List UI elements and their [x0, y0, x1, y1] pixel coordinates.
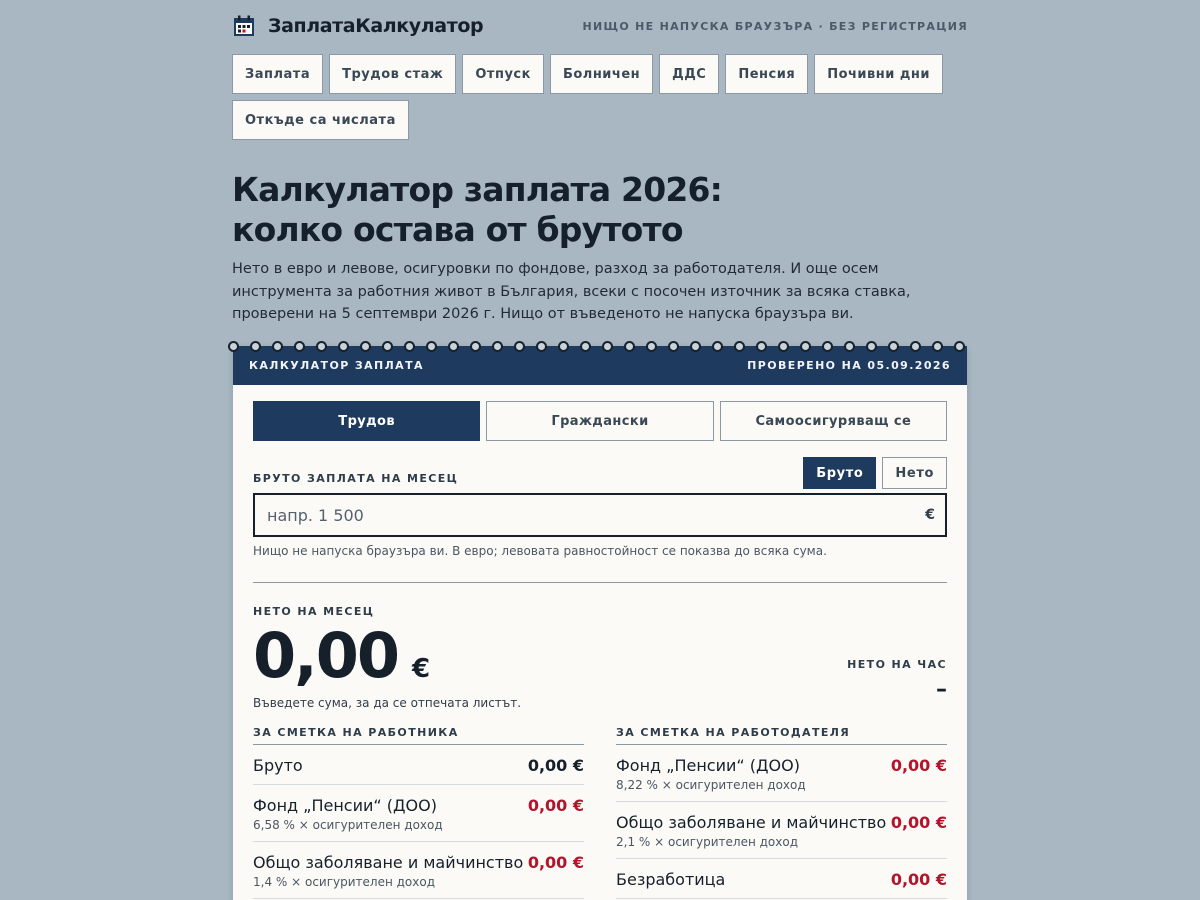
card-title: КАЛКУЛАТОР ЗАПЛАТА	[249, 359, 424, 372]
table-row	[616, 802, 947, 859]
employee-breakdown	[253, 726, 584, 899]
row-value: 0,00 €	[890, 813, 947, 832]
contract-type-selector	[253, 401, 947, 441]
binder-ring	[888, 341, 899, 352]
contract-employment-button[interactable]: Трудов	[253, 401, 480, 441]
net-hourly	[847, 658, 947, 702]
binder-ring	[690, 341, 701, 352]
binder-ring	[646, 341, 657, 352]
gross-salary-field[interactable]	[253, 493, 947, 537]
nav-salary[interactable]: Заплата	[232, 54, 323, 94]
binder-ring	[932, 341, 943, 352]
employer-breakdown-title: ЗА СМЕТКА НА РАБОТОДАТЕЛЯ	[616, 726, 947, 745]
binder-ring	[866, 341, 877, 352]
gross-net-toggle	[803, 457, 947, 489]
table-row	[253, 785, 584, 842]
row-name: Фонд „Пенсии“ (ДОО)	[253, 796, 437, 815]
page-subtitle: Нето в евро и левове, осигуровки по фондове, разход за работодателя. И още осем инструмента за работния живот в България, всеки с посочен източник за всяка ставка, проверени на 5 септември 2026 г. Нищо от въведеното не напуска браузъра ви.	[232, 261, 911, 322]
net-monthly-value: 0,00	[253, 619, 398, 692]
table-row	[616, 859, 947, 899]
gross-salary-label: БРУТО ЗАПЛАТА НА МЕСЕЦ	[253, 472, 459, 485]
row-name: Фонд „Пенсии“ (ДОО)	[616, 756, 800, 775]
nav-seniority[interactable]: Трудов стаж	[329, 54, 456, 94]
binder-ring	[316, 341, 327, 352]
divider	[253, 582, 947, 583]
tagline: НИЩО НЕ НАПУСКА БРАУЗЪРА · БЕЗ РЕГИСТРАЦИЯ	[582, 19, 968, 33]
top-bar	[232, 0, 968, 54]
binder-ring	[734, 341, 745, 352]
row-note: 2,1 % × осигурителен доход	[616, 835, 799, 849]
binder-ring	[426, 341, 437, 352]
binder-ring	[382, 341, 393, 352]
net-hourly-label: НЕТО НА ЧАС	[847, 658, 947, 671]
net-hint: Въведете сума, за да се отпечата листът.	[253, 696, 522, 710]
binder-ring	[536, 341, 547, 352]
mode-net-button[interactable]: Нето	[882, 457, 947, 489]
gross-salary-input[interactable]	[267, 506, 867, 525]
row-name: Общо заболяване и майчинство	[616, 813, 887, 832]
binder-ring	[492, 341, 503, 352]
binder-ring	[360, 341, 371, 352]
row-value: 0,00 €	[527, 853, 584, 872]
binder-ring	[470, 341, 481, 352]
row-value: 0,00 €	[890, 756, 947, 775]
binder-ring	[558, 341, 569, 352]
salary-calculator-card	[232, 340, 968, 900]
verified-date: ПРОВЕРЕНО НА 05.09.2026	[747, 359, 951, 372]
binder-ring	[822, 341, 833, 352]
card-body	[233, 346, 967, 900]
nav-vat[interactable]: ДДС	[659, 54, 719, 94]
row-name: Безработица	[616, 870, 726, 889]
binder-ring	[514, 341, 525, 352]
page-title	[232, 170, 968, 250]
mode-gross-button[interactable]: Бруто	[803, 457, 876, 489]
table-row	[616, 745, 947, 802]
binder-ring	[448, 341, 459, 352]
binder-ring	[756, 341, 767, 352]
binder-ring	[250, 341, 261, 352]
row-value: 0,00 €	[527, 756, 584, 775]
binder-ring	[778, 341, 789, 352]
page-title-line2: колко остава от брутото	[232, 210, 683, 249]
brand-name: ЗаплатаКалкулатор	[268, 15, 484, 37]
row-note: 8,22 % × осигурителен доход	[616, 778, 806, 792]
binder-ring	[228, 341, 239, 352]
net-currency: €	[411, 654, 431, 684]
row-value: 0,00 €	[527, 796, 584, 815]
binder-ring	[404, 341, 415, 352]
nav-pension[interactable]: Пенсия	[725, 54, 808, 94]
brand[interactable]	[232, 14, 483, 38]
calendar-icon	[232, 14, 256, 38]
binder-ring	[712, 341, 723, 352]
binder-ring	[800, 341, 811, 352]
row-value: 0,00 €	[890, 870, 947, 889]
table-row	[253, 842, 584, 899]
main-nav	[232, 54, 968, 140]
row-note: 1,4 % × осигурителен доход	[253, 875, 436, 889]
nav-sources[interactable]: Откъде са числата	[232, 100, 409, 140]
binder-ring	[844, 341, 855, 352]
row-note: 6,58 % × осигурителен доход	[253, 818, 443, 832]
row-name: Общо заболяване и майчинство	[253, 853, 524, 872]
binder-ring	[338, 341, 349, 352]
binder-ring	[272, 341, 283, 352]
nav-holidays[interactable]: Почивни дни	[814, 54, 943, 94]
binder-ring	[668, 341, 679, 352]
nav-leave[interactable]: Отпуск	[462, 54, 544, 94]
employer-breakdown	[616, 726, 947, 899]
binder-ring	[624, 341, 635, 352]
binder-ring	[580, 341, 591, 352]
contract-self-insured-button[interactable]: Самоосигуряващ се	[720, 401, 947, 441]
net-monthly-label: НЕТО НА МЕСЕЦ	[253, 605, 375, 618]
binder-ring	[602, 341, 613, 352]
binder-ring	[294, 341, 305, 352]
net-hourly-value: –	[936, 677, 947, 702]
row-name: Бруто	[253, 756, 303, 775]
employee-breakdown-title: ЗА СМЕТКА НА РАБОТНИКА	[253, 726, 584, 745]
page-title-line1: Калкулатор заплата 2026:	[232, 170, 723, 209]
input-hint: Нищо не напуска браузъра ви. В евро; левовата равностойност се показва до всяка сума.	[253, 544, 827, 558]
euro-currency-icon: €	[925, 507, 935, 523]
nav-sick-leave[interactable]: Болничен	[550, 54, 653, 94]
table-row	[253, 745, 584, 785]
contract-civil-button[interactable]: Граждански	[486, 401, 713, 441]
binder-rings	[232, 340, 968, 352]
binder-ring	[954, 341, 965, 352]
binder-ring	[910, 341, 921, 352]
